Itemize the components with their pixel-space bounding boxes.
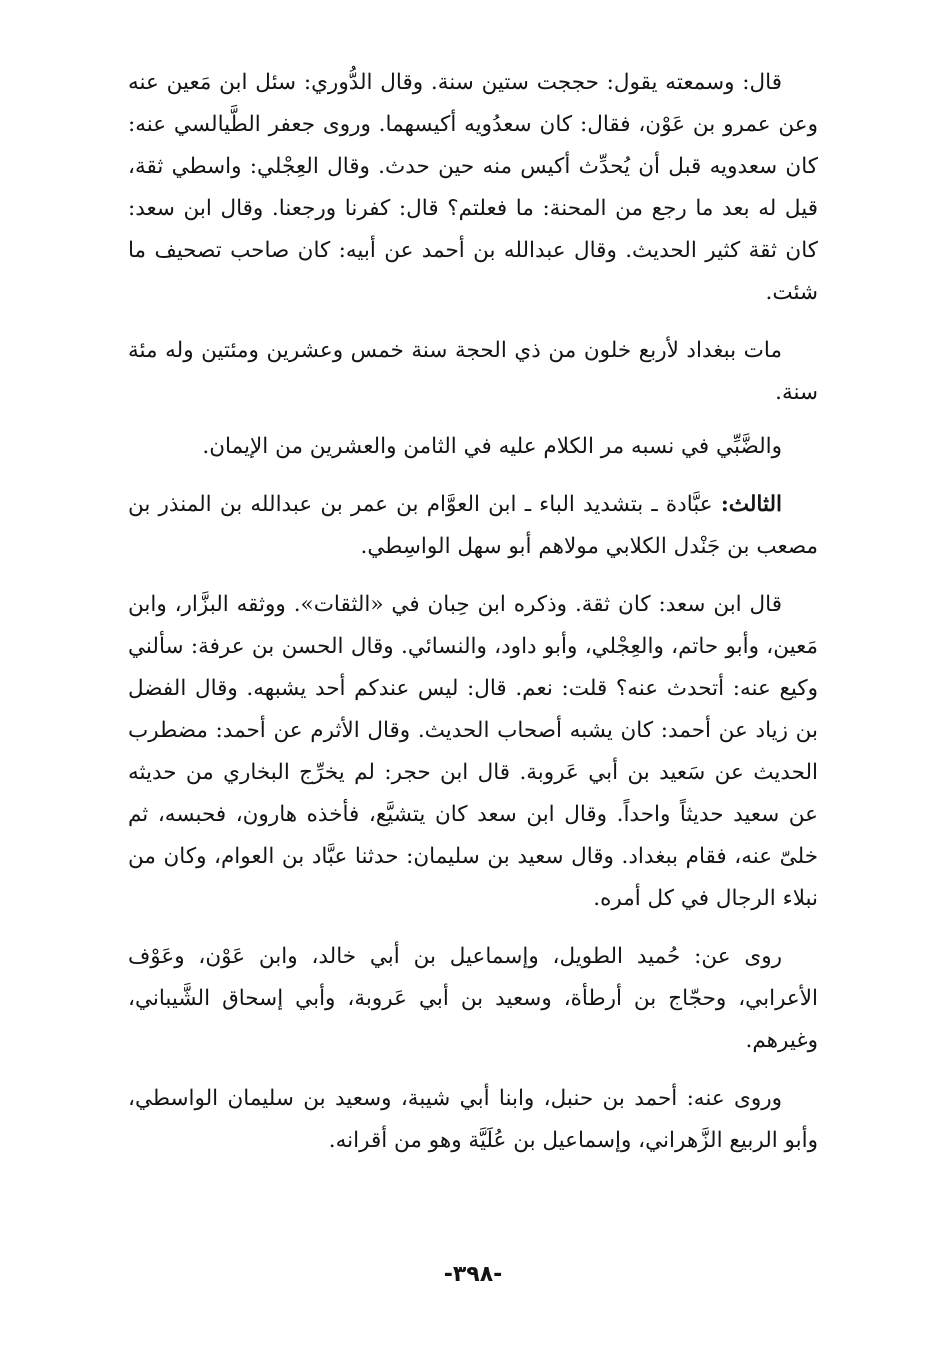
paragraph-7: وروى عنه: أحمد بن حنبل، وابنا أبي شيبة، وسعيد بن سليمان الواسطي، وأبو الربيع الزَّهراني، وإسماعيل بن عُلَيَّة وهو من أقرانه. (128, 1086, 818, 1153)
paragraph-3: والضَّبِّي في نسبه مر الكلام عليه في الثامن والعشرين من الإيمان. (202, 434, 782, 459)
paragraph-6: روى عن: حُميد الطويل، وإسماعيل بن أبي خالد، وابن عَوْن، وعَوْف الأعرابي، وحجّاج بن أرطأة، وسعيد بن أبي عَروبة، وأبي إسحاق الشَّيباني، وغيرهم. (128, 944, 818, 1053)
page-body (128, 62, 818, 1162)
paragraph-4-text: عبَّادة ـ بتشديد الباء ـ ابن العوَّام بن عمر بن عبدالله بن المنذر بن مصعب بن جَنْدل الكلابي مولاهم أبو سهل الواسِطي. (128, 492, 818, 559)
paragraph-5: قال ابن سعد: كان ثقة. وذكره ابن حِبان في «الثقات». ووثقه البزَّار، وابن مَعين، وأبو حاتم، والعِجْلي، وأبو داود، والنسائي. وقال الحسن بن عرفة: سألني وكيع عنه: أتحدث عنه؟ قلت: نعم. قال: ليس عندكم أحد يشبهه. وقال الفضل بن زياد عن أحمد: كان يشبه أصحاب الحديث. وقال الأثرم عن أحمد: مضطرب الحديث عن سَعيد بن أبي عَروبة. قال ابن حجر: لم يخرِّج البخاري من حديثه عن سعيد حديثاً واحداً. وقال ابن سعد كان يتشيَّع، فأخذه هارون، فحبسه، ثم خلىّ عنه، فقام ببغداد. وقال سعيد بن سليمان: حدثنا عبَّاد بن العوام، وكان من نبلاء الرجال في كل أمره. (128, 592, 818, 911)
entry-heading: الثالث: (720, 492, 782, 517)
paragraph-4 (128, 484, 818, 568)
page-number: -٣٩٨- (443, 1262, 503, 1287)
paragraph-2: مات ببغداد لأربع خلون من ذي الحجة سنة خمس وعشرين ومئتين وله مئة سنة. (128, 338, 818, 405)
paragraph-1: قال: وسمعته يقول: حججت ستين سنة. وقال الدُّوري: سئل ابن مَعين عنه وعن عمرو بن عَوْن، فقال: كان سعدُويه أكيسهما. وروى جعفر الطَّيالسي عنه: كان سعدويه قبل أن يُحدِّث أكيس منه حين حدث. وقال العِجْلي: واسطي ثقة، قيل له بعد ما رجع من المحنة: ما فعلتم؟ قال: كفرنا ورجعنا. وقال ابن سعد: كان ثقة كثير الحديث. وقال عبدالله بن أحمد عن أبيه: كان صاحب تصحيف ما شئت. (128, 70, 818, 305)
